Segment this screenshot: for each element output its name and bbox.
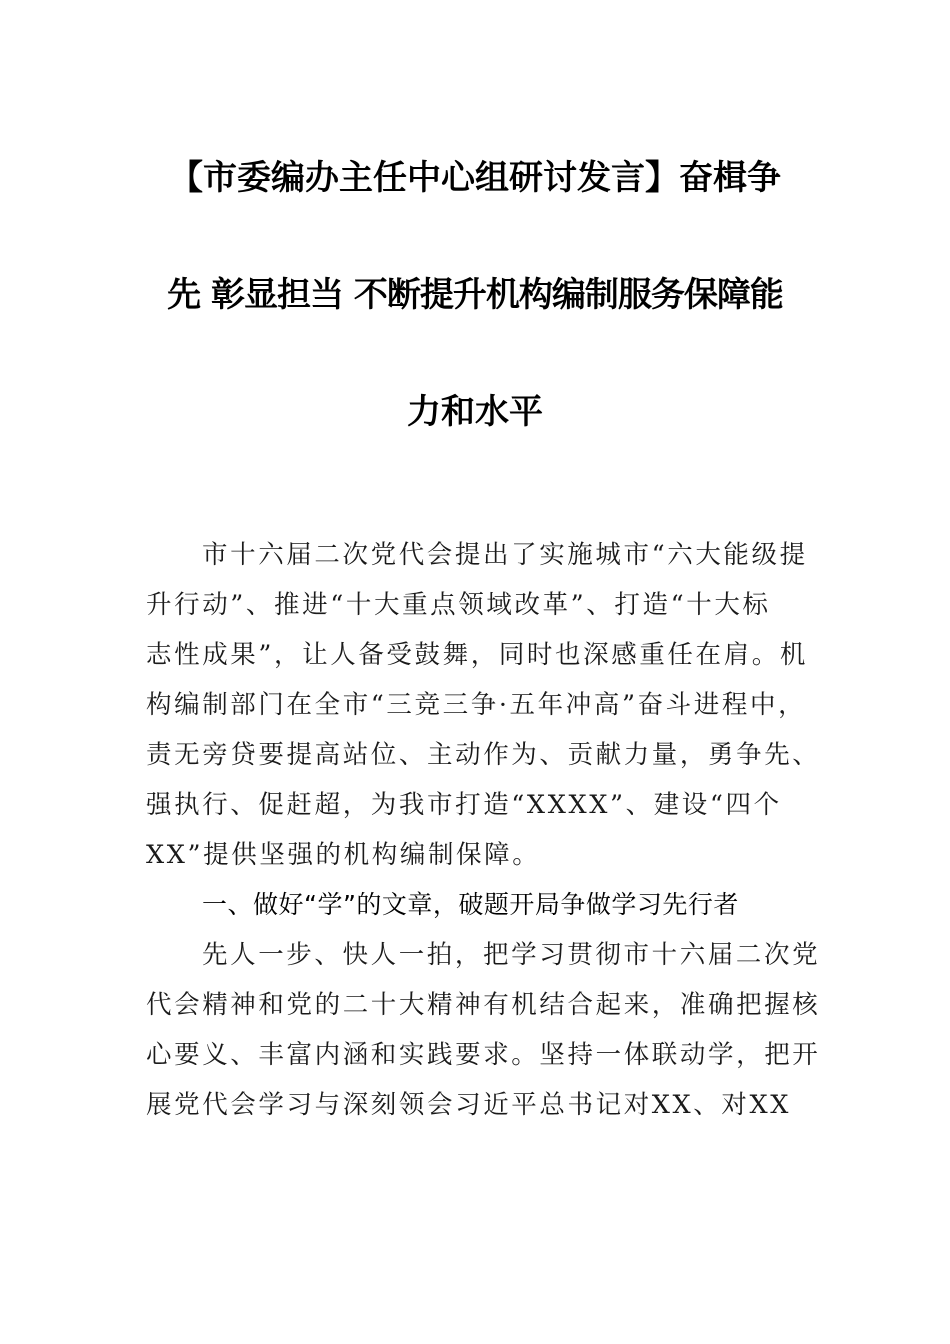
paragraph-intro [146, 530, 821, 880]
paragraph-line: XX”提供坚强的机构编制保障。 [146, 840, 541, 870]
title-line: 【市委编办主任中心组研讨发言】奋楫争 [169, 158, 781, 198]
paragraph-line: 强执行、促赶超，为我市打造“XXXX”、建设“四个 [146, 790, 782, 820]
paragraph-line: 代会精神和党的二十大精神有机结合起来，准确把握核 [146, 990, 821, 1020]
section-heading: 一、做好“学”的文章，破题开局争做学习先行者 [202, 890, 739, 919]
paragraph-line: 升行动”、推进“十大重点领域改革”、打造“十大标 [146, 590, 771, 620]
paragraph-line: 展党代会学习与深刻领会习近平总书记对XX、对XX [146, 1090, 792, 1120]
paragraph-line: 心要义、丰富内涵和实践要求。坚持一体联动学，把开 [146, 1040, 821, 1070]
title-line: 先 彰显担当 不断提升机构编制服务保障能 [167, 275, 783, 315]
paragraph-line: 志性成果”，让人备受鼓舞，同时也深感重任在肩。机 [146, 640, 808, 670]
paragraph-section1 [146, 930, 821, 1130]
paragraph-line: 先人一步、快人一拍，把学习贯彻市十六届二次党 [202, 940, 821, 970]
document-body [146, 530, 821, 1130]
document-title [140, 148, 810, 499]
paragraph-line: 构编制部门在全市“三竞三争·五年冲高”奋斗进程中， [146, 690, 807, 720]
title-line: 力和水平 [407, 392, 543, 432]
paragraph-line: 责无旁贷要提高站位、主动作为、贡献力量，勇争先、 [146, 740, 821, 770]
paragraph-line: 市十六届二次党代会提出了实施城市“六大能级提 [202, 540, 808, 570]
